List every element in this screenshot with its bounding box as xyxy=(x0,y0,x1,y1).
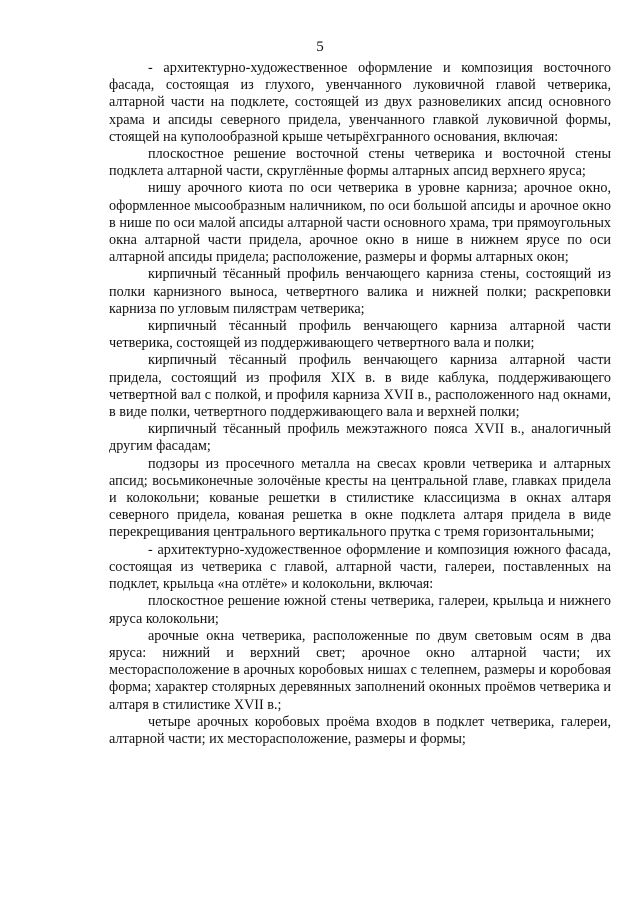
paragraph-chapel-cornice: кирпичный тёсанный профиль венчающего карниза алтарной части придела, состоящий из профиля XIX в. в виде каблука, поддерживающего четвертной вал с полкой, и профиля карниза XVII в., расположенного над окнами, в виде полки, четвертного поддерживающего вала и верхней полки; xyxy=(109,352,611,421)
paragraph-entrances: четыре арочных коробовых проёма входов в подклет четверика, галереи, алтарной части; их месторасположение, размеры и формы; xyxy=(109,713,611,747)
paragraph-east-windows: нишу арочного киота по оси четверика в уровне карниза; арочное окно, оформленное мысообразным наличником, по оси большой апсиды и арочное окно в нише по оси малой апсиды алтарной части основного храма, три прямоугольных окна алтарной части придела, арочное окно в нише в нижнем ярусе по оси алтарной апсиды придела; расположение, размеры и формы алтарных окон; xyxy=(109,180,611,266)
paragraph-metalwork: подзоры из просечного металла на свесах кровли четверика и алтарных апсид; восьмиконечные золочёные кресты на центральной главе, главках придела и колокольни; кованые решетки в стилистике классицизма в окнах алтаря северного придела, кованая решетка в окне подклета алтаря придела в виде перекрещивания центрального вертикального прутка с тремя горизонтальными; xyxy=(109,455,611,541)
page-number: 5 xyxy=(316,39,324,55)
paragraph-east-facade: - архитектурно-художественное оформление и композиция восточного фасада, состоящая из глухого, увенчанного луковичной главой четверика, алтарной части на подклете, состоящей из двух разновеликих апсид основного храма и апсиды северного придела, увенчанного главкой луковичной формы, стоящей на куполообразной крыше четырёхгранного основания, включая: xyxy=(109,60,611,145)
paragraph-east-wall: плоскостное решение восточной стены четверика и восточной стены подклета алтарной части, скруглённые формы алтарных апсид верхнего яруса; xyxy=(109,146,611,180)
paragraph-floor-belt: кирпичный тёсанный профиль межэтажного пояса XVII в., аналогичный другим фасадам; xyxy=(109,421,611,455)
paragraph-south-windows: арочные окна четверика, расположенные по двум световым осям в два яруса: нижний и верхний свет; арочное окно алтарной части; их месторасположение в арочных коробовых нишах с телепнем, размеры и коробовая форма; характер столярных деревянных заполнений оконных проёмов четверика и алтаря в стилистике XVII в.; xyxy=(109,627,611,713)
paragraph-south-wall: плоскостное решение южной стены четверика, галереи, крыльца и нижнего яруса колокольни; xyxy=(109,593,611,627)
paragraph-wall-cornice: кирпичный тёсанный профиль венчающего карниза стены, состоящий из полки карнизного выноса, четвертного валика и нижней полки; раскреповки карниза по угловым пилястрам четверика; xyxy=(109,266,611,317)
paragraph-south-facade: - архитектурно-художественное оформление и композиция южного фасада, состоящая из четверика с главой, алтарной части, галереи, поставленных на подклет, крыльца «на отлёте» и колокольни, включая: xyxy=(109,541,611,593)
paragraph-altar-cornice: кирпичный тёсанный профиль венчающего карниза алтарной части четверика, состоящей из поддерживающего четвертного вала и полки; xyxy=(109,318,611,352)
page-body xyxy=(109,60,611,748)
